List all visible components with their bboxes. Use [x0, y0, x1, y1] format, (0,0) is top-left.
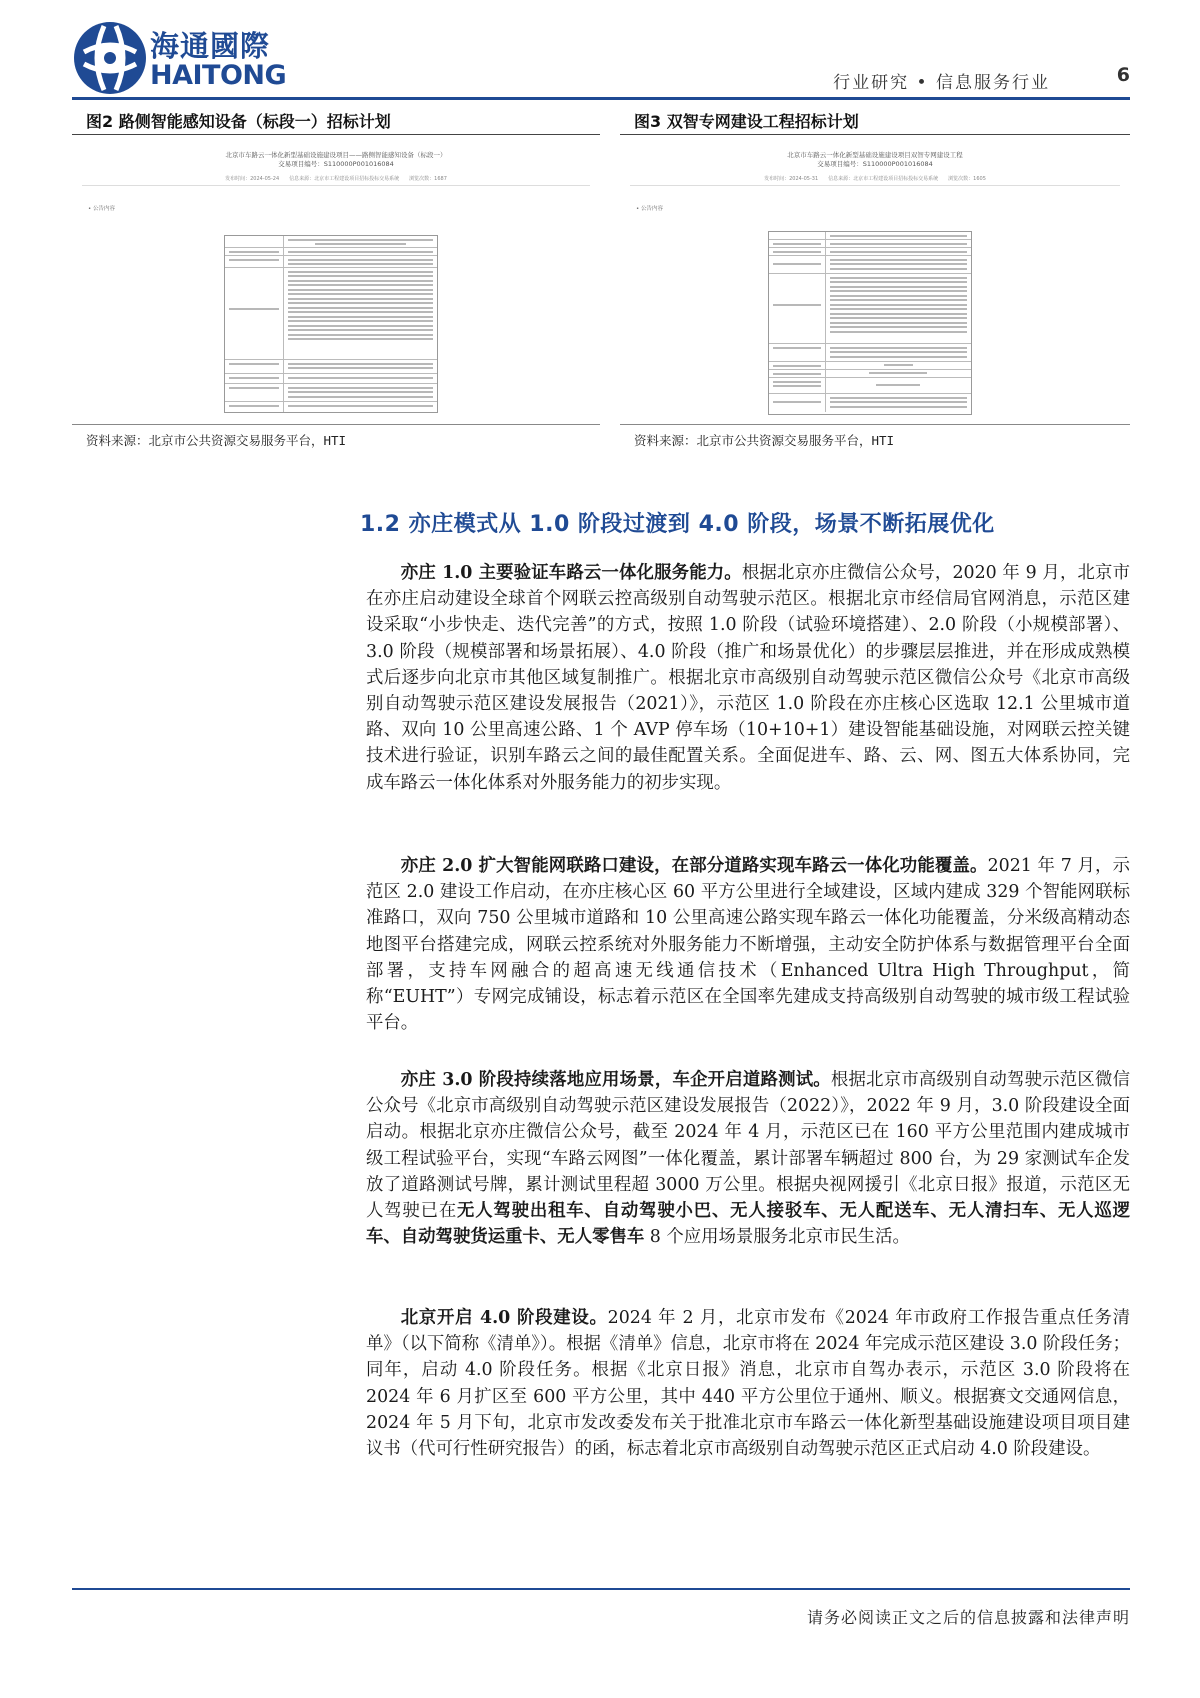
notice-content-label: • 公告内容 [88, 206, 115, 212]
paragraph-lead: 亦庄 2.0 扩大智能网联路口建设，在部分道路实现车路云一体化功能覆盖。 [400, 856, 988, 876]
footer-disclaimer: 请务必阅读正文之后的信息披露和法律声明 [806, 1608, 1130, 1627]
brand-name-cn: 海通國際 [150, 29, 271, 63]
bid-notice-screenshot [630, 147, 1120, 419]
paragraph-text: 根据北京亦庄微信公众号，2020 年 9 月，北京市在亦庄启动建设全球首个网联云控高级别自动驾驶示范区。根据北京市经信局官网消息，示范区建设采取“小步快走、迭代完善”的方式，按照 1.0 阶段（试验环境搭建）、2.0 阶段（小规模部署）、3.0 阶段（规模部署和场景拓展）、4.0 阶段（推广和场景优化）的步骤层层推进，并在形成成熟模式后逐步向北京市其他区域复制推广。根据北京市高级别自动驾驶示范区微信公众号《北京市高级别自动驾驶示范区建设发展报告（2021）》，示范区 1.0 阶段在亦庄核心区选取 12.1 公里城市道路、双向 10 公里高速公路、1 个 AVP 停车场（10+10+1）建设智能基础设施，对网联云控关键技术进行验证，识别车路云之间的最佳配置关系。全面促进车、路、云、网、图五大体系协同，完成车路云一体化体系对外服务能力的初步实现。 [366, 563, 1130, 793]
header-divider [72, 97, 1130, 100]
footer-divider [72, 1588, 1130, 1590]
section-heading: 1.2 亦庄模式从 1.0 阶段过渡到 4.0 阶段，场景不断拓展优化 [360, 512, 995, 537]
paragraph-text: 根据北京市高级别自动驾驶示范区微信公众号《北京市高级别自动驾驶示范区建设发展报告（2022）》，2022 年 9 月，3.0 阶段建设全面启动。根据北京亦庄微信公众号，截至 2024 年 4 月，示范区已在 160 平方公里范围内建成城市级工程试验平台，实现“车路云网图”一体化覆盖，累计部署车辆超过 800 台，为 29 家测试车企发放了道路测试号牌，累计测试里程超 3000 万公里。根据央视网援引《北京日报》报道，示范区无人驾驶已在 [366, 1070, 1130, 1222]
bid-notice-screenshot [82, 147, 590, 419]
notice-code: 交易项目编号：S110000P001016084 [817, 160, 933, 168]
notice-content-label: • 公告内容 [636, 206, 663, 212]
paragraph-tail: 8 个应用场景服务北京市民生活。 [644, 1227, 910, 1248]
figure-source: 资料来源：北京市公共资源交易服务平台，HTI [86, 433, 347, 448]
report-category: 行业研究 • 信息服务行业 [833, 73, 1050, 93]
figure-title: 图2 路侧智能感知设备（标段一）招标计划 [72, 105, 600, 135]
notice-meta: 发布时间：2024-05-31 信息来源：北京市工程建设项目招标投标交易系统 浏览次数：1605 [630, 175, 1120, 186]
figure-image [72, 135, 600, 425]
notice-meta: 发布时间：2024-05-24 信息来源：北京市工程建设项目招标投标交易系统 浏览次数：1687 [82, 175, 590, 186]
paragraph-lead: 北京开启 4.0 阶段建设。 [400, 1308, 608, 1328]
page-header [70, 14, 1130, 104]
paragraph-text: 2024 年 2 月，北京市发布《2024 年市政府工作报告重点任务清单》（以下简称《清单》）。根据《清单》信息，北京市将在 2024 年完成示范区建设 3.0 阶段任务；同年，启动 4.0 阶段任务。根据《北京日报》消息，北京市自驾办表示，示范区 3.0 阶段将在 2024 年 6 月扩区至 600 平方公里，其中 440 平方公里位于通州、顺义。根据赛文交通网信息，2024 年 5 月下旬，北京市发改委发布关于批准北京市车路云一体化新型基础设施建设项目项目建议书（代可行性研究报告）的函，标志着北京市高级别自动驾驶示范区正式启动 4.0 阶段建设。 [366, 1308, 1130, 1460]
figure-image [620, 135, 1130, 425]
figure-title: 图3 双智专网建设工程招标计划 [620, 105, 1130, 135]
brand-name-en: HAITONG [150, 60, 287, 91]
paragraph-beijing-4 [366, 1305, 1130, 1462]
paragraph-yizhuang-2 [366, 853, 1130, 1036]
figure-source: 资料来源：北京市公共资源交易服务平台，HTI [634, 433, 895, 448]
page-number: 6 [1116, 64, 1130, 86]
notice-title: 北京市车路云一体化新型基础设施建设项目——路侧智能感知设备（标段一） [225, 151, 447, 159]
bid-plan-table [768, 231, 972, 415]
notice-title: 北京市车路云一体化新型基础设施建设项目双智专网建设工程 [787, 151, 963, 159]
paragraph-text: 2021 年 7 月，示范区 2.0 建设工作启动，在亦庄核心区 60 平方公里进行全域建设，区域内建成 329 个智能网联标准路口，双向 750 公里城市道路和 10 公里高速公路实现车路云一体化功能覆盖，分米级高精动态地图平台搭建完成，网联云控系统对外服务能力不断增强，主动安全防护体系与数据管理平台全面部署，支持车网融合的超高速无线通信技术（Enhanced Ultra High Throughput，简称“EUHT”）专网完成铺设，标志着示范区在全国率先建成支持高级别自动驾驶的城市级工程试验平台。 [366, 856, 1130, 1034]
paragraph-yizhuang-1 [366, 560, 1130, 796]
figure-3 [620, 105, 1130, 449]
paragraph-bold-scenarios: 无人驾驶出租车、自动驾驶小巴、无人接驳车、无人配送车、无人清扫车、无人巡逻车、自动驾驶货运重卡、无人零售车 [366, 1201, 1130, 1248]
paragraph-lead: 亦庄 1.0 主要验证车路云一体化服务能力。 [400, 563, 742, 583]
haitong-logo-icon [70, 18, 150, 98]
figure-2 [72, 105, 600, 449]
paragraph-lead: 亦庄 3.0 阶段持续落地应用场景，车企开启道路测试。 [400, 1070, 831, 1090]
paragraph-yizhuang-3 [366, 1067, 1130, 1250]
bid-plan-table [224, 235, 438, 413]
notice-code: 交易项目编号：S110000P001016084 [278, 160, 394, 168]
